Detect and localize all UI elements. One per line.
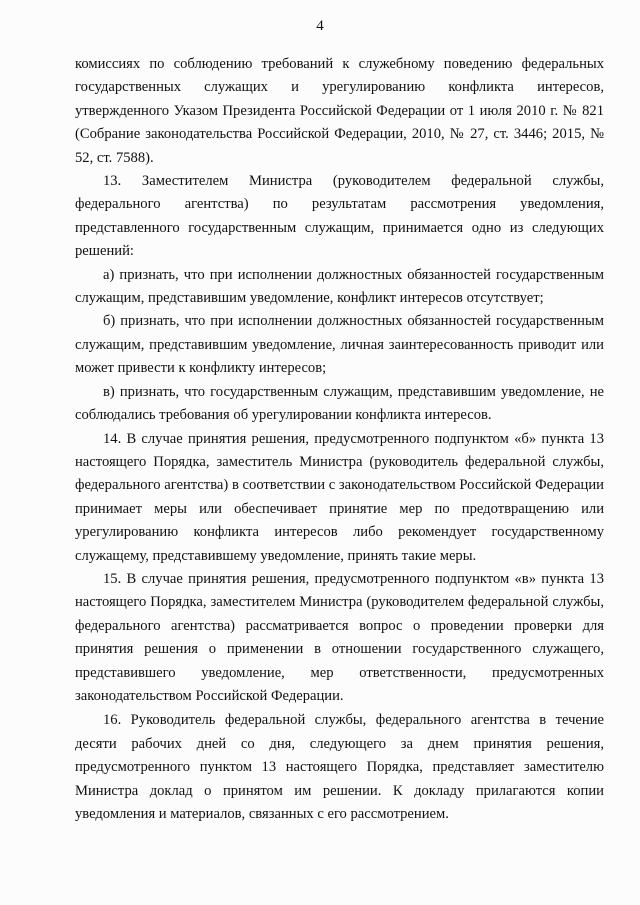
paragraph-15: 15. В случае принятия решения, предусмотренного подпунктом «в» пункта 13 настоящего Порядка, заместителем Министра (руководителем федеральной службы, федерального агентства) рассматривается вопрос о проведении проверки для принятия решения о применении в отношении государственного служащего, представившего уведомление, мер ответственности, предусмотренных законодательством Российской Федерации.: [75, 570, 604, 704]
paragraph-13-b: б) признать, что при исполнении должностных обязанностей государственным служащим, представившим уведомление, личная заинтересованность приводит или может привести к конфликту интересов;: [75, 313, 604, 377]
document-body: [75, 53, 604, 826]
paragraph-13-v: в) признать, что государственным служащим, представившим уведомление, не соблюдались требования об урегулировании конфликта интересов.: [75, 383, 604, 424]
paragraph-13: 13. Заместителем Министра (руководителем федеральной службы, федерального агентства) по результатам рассмотрения уведомления, представленного государственным служащим, принимается одно из следующих решений:: [75, 173, 604, 260]
page-number: 4: [316, 18, 324, 34]
paragraph-16: 16. Руководитель федеральной службы, федерального агентства в течение десяти рабочих дней со дня, следующего за днем принятия решения, предусмотренного пунктом 13 настоящего Порядка, представляет заместителю Министра доклад о принятом им решении. К докладу прилагаются копии уведомления и материалов, связанных с его рассмотрением.: [75, 712, 604, 822]
paragraph-13-a: а) признать, что при исполнении должностных обязанностей государственным служащим, представившим уведомление, конфликт интересов отсутствует;: [75, 266, 604, 307]
paragraph-14: 14. В случае принятия решения, предусмотренного подпунктом «б» пункта 13 настоящего Порядка, заместитель Министра (руководитель федеральной службы, федерального агентства) в соответствии с законодательством Российской Федерации принимает меры или обеспечивает принятие мер по предотвращению или урегулированию конфликта интересов либо рекомендует государственному служащему, представившему уведомление, принять такие меры.: [75, 430, 604, 564]
paragraph-continuation: комиссиях по соблюдению требований к служебному поведению федеральных государственных служащих и урегулированию конфликта интересов, утвержденного Указом Президента Российской Федерации от 1 июля 2010 г. № 821 (Собрание законодательства Российской Федерации, 2010, № 27, ст. 3446; 2015, № 52, ст. 7588).: [75, 56, 604, 166]
